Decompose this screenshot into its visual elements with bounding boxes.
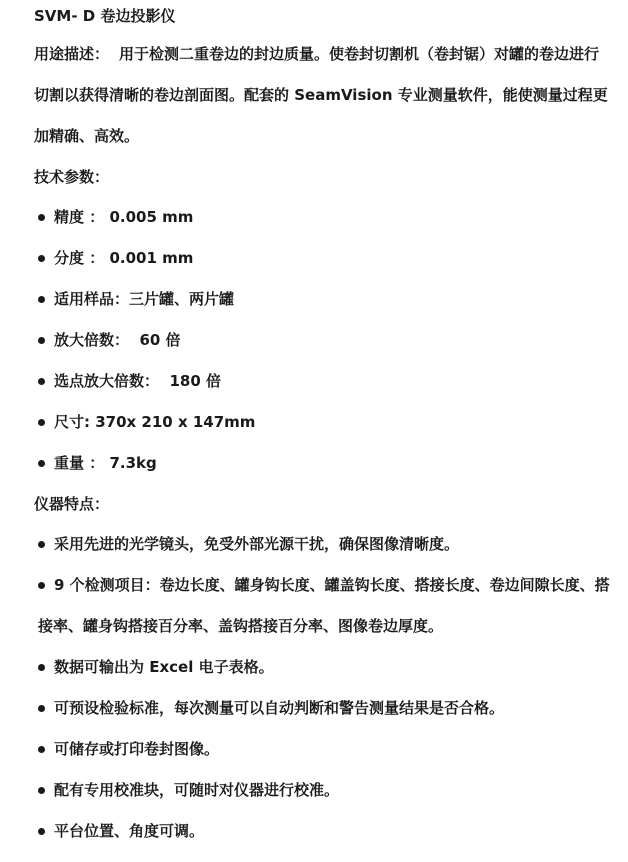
specs-list xyxy=(38,197,614,484)
bullet-icon xyxy=(38,419,45,426)
bullet-icon xyxy=(38,378,45,385)
spec-item: 适用样品：三片罐、两片罐 xyxy=(38,279,614,320)
feature-item: 数据可输出为 Excel 电子表格。 xyxy=(38,647,614,688)
specs-heading: 技术参数： xyxy=(34,168,110,186)
feature-item: 可预设检验标准，每次测量可以自动判断和警告测量结果是否合格。 xyxy=(38,688,614,729)
feature-item: 采用先进的光学镜头，免受外部光源干扰，确保图像清晰度。 xyxy=(38,524,614,565)
spec-item: 尺寸: 370x 210 x 147mm xyxy=(38,402,614,443)
bullet-icon xyxy=(38,705,45,712)
bullet-icon xyxy=(38,214,45,221)
usage-label: 用途描述： xyxy=(34,45,110,63)
usage-text: 用于检测二重卷边的封边质量。使卷封切割机（卷封锯）对罐的卷边进行切割以获得清晰的卷边剖面图。配套的 SeamVision 专业测量软件，能使测量过程更加精确、高效。 xyxy=(34,45,608,145)
feature-item: 平台位置、角度可调。 xyxy=(38,811,614,852)
spec-item: 精度 ： 0.005 mm xyxy=(38,197,614,238)
bullet-icon xyxy=(38,746,45,753)
spec-item: 选点放大倍数： 180 倍 xyxy=(38,361,614,402)
bullet-icon xyxy=(38,787,45,794)
feature-item: 配有专用校准块，可随时对仪器进行校准。 xyxy=(38,770,614,811)
features-list xyxy=(38,524,614,852)
spec-item: 重量 ： 7.3kg xyxy=(38,443,614,484)
spec-item: 分度 ： 0.001 mm xyxy=(38,238,614,279)
bullet-icon xyxy=(38,582,45,589)
bullet-icon xyxy=(38,828,45,835)
feature-item: 9 个检测项目：卷边长度、罐身钩长度、罐盖钩长度、搭接长度、卷边间隙长度、搭接率、罐身钩搭接百分率、盖钩搭接百分率、图像卷边厚度。 xyxy=(38,576,610,635)
product-title: SVM- D 卷边投影仪 xyxy=(34,7,176,25)
bullet-icon xyxy=(38,255,45,262)
bullet-icon xyxy=(38,296,45,303)
spec-item: 放大倍数： 60 倍 xyxy=(38,320,614,361)
feature-item: 可储存或打印卷封图像。 xyxy=(38,729,614,770)
usage-description xyxy=(34,34,614,157)
bullet-icon xyxy=(38,337,45,344)
bullet-icon xyxy=(38,664,45,671)
bullet-icon xyxy=(38,541,45,548)
features-heading: 仪器特点： xyxy=(34,495,110,513)
bullet-icon xyxy=(38,460,45,467)
